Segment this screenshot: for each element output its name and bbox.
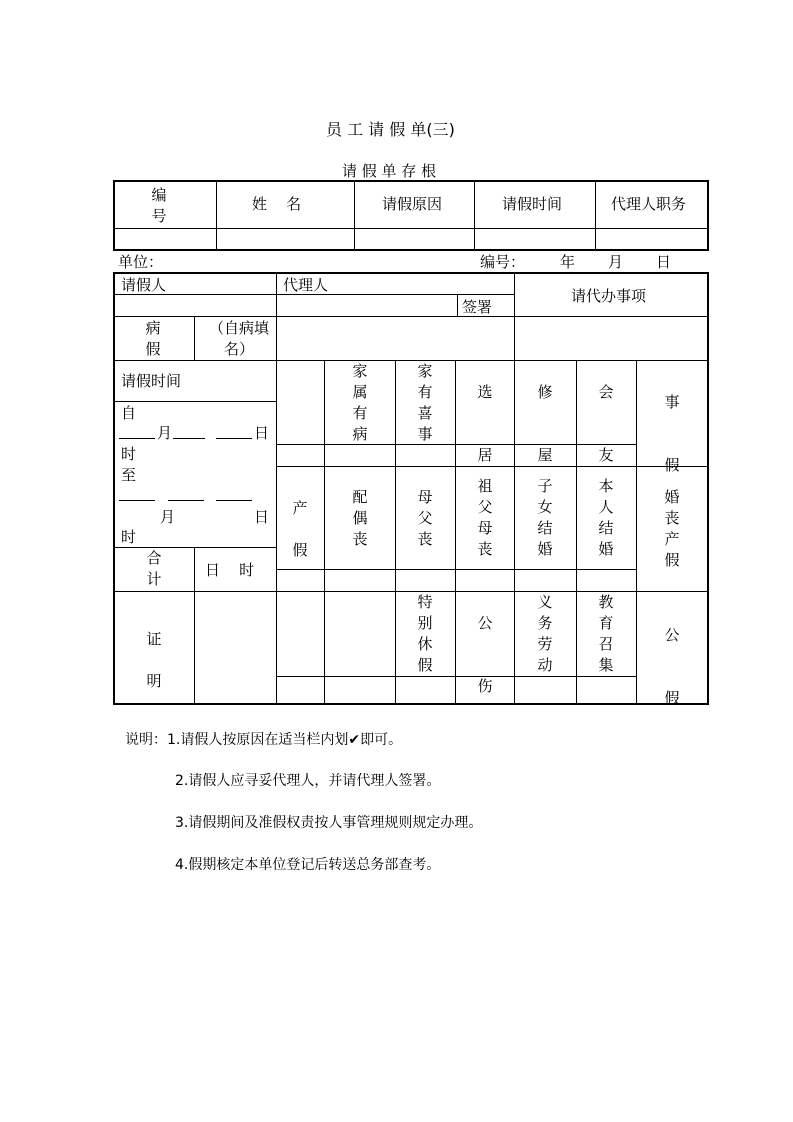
stub-col-time: 请假时间	[502, 195, 563, 213]
stub-col-name: 姓 名	[252, 195, 302, 213]
total-label: 合计	[146, 549, 162, 588]
own-marriage-label: 本人结婚	[598, 477, 614, 558]
to-day: 日	[254, 508, 270, 526]
day-label: 日	[656, 253, 672, 271]
personal-leave-label: 事假	[664, 393, 680, 474]
from-hour: 时	[121, 445, 137, 463]
proof-label: 证明	[146, 630, 162, 690]
repair-label: 修屋	[537, 383, 553, 464]
total-day-hour: 日 时	[205, 561, 255, 579]
maternity-label: 产假	[292, 499, 308, 559]
grandparent-death-label: 祖父母丧	[477, 477, 493, 558]
leave-time-label: 请假时间	[121, 372, 182, 390]
year-label: 年	[560, 253, 576, 271]
official-leave-label: 公假	[664, 626, 680, 707]
marriage-funeral-leave-label: 婚丧产假	[664, 488, 680, 569]
to-hour: 时	[121, 528, 137, 546]
sick-leave-label: 病假	[145, 319, 161, 358]
stub-col-number: 编号	[151, 186, 167, 225]
to-month: 月	[160, 508, 176, 526]
note-3: 3.请假期间及准假权责按人事管理规则规定办理。	[175, 815, 483, 831]
family-ill-label: 家属有病	[352, 362, 368, 443]
from-day: 日	[254, 424, 270, 442]
to-label: 至	[121, 466, 137, 484]
from-label: 自	[121, 404, 137, 422]
education-call-label: 教育召集	[598, 593, 614, 674]
from-month: 月	[157, 424, 173, 442]
note-4: 4.假期核定本单位登记后转送总务部查考。	[175, 857, 441, 873]
election-label: 选居	[477, 383, 493, 464]
spouse-death-label: 配偶丧	[352, 488, 368, 548]
stub-col-reason: 请假原因	[382, 195, 443, 213]
self-fill-note: （自病填名）	[208, 319, 269, 358]
special-leave-label: 特别休假	[417, 593, 433, 674]
number-label: 编号：	[480, 253, 526, 271]
month-label: 月	[608, 253, 624, 271]
applicant-label: 请假人	[121, 276, 167, 294]
work-injury-label: 公伤	[477, 614, 493, 695]
child-marriage-label: 子女结婚	[537, 477, 553, 558]
note-2: 2.请假人应寻妥代理人，并请代理人签署。	[175, 773, 441, 789]
page-subtitle: 请 假 单 存 根	[342, 162, 437, 180]
stub-col-agent-title: 代理人职务	[611, 195, 687, 213]
agent-tasks-label: 请代办事项	[571, 287, 647, 305]
civic-labor-label: 义务劳动	[537, 593, 553, 674]
agent-label: 代理人	[283, 276, 329, 294]
parent-death-label: 母父丧	[417, 488, 433, 548]
note-1: 说明：1.请假人按原因在适当栏内划✔即可。	[125, 732, 403, 748]
unit-label: 单位：	[118, 253, 164, 271]
sign-label: 签署	[462, 298, 493, 316]
page-title: 员 工 请 假 单(三)	[326, 120, 455, 139]
friends-label: 会友	[598, 383, 614, 464]
family-happy-label: 家有喜事	[417, 362, 433, 443]
